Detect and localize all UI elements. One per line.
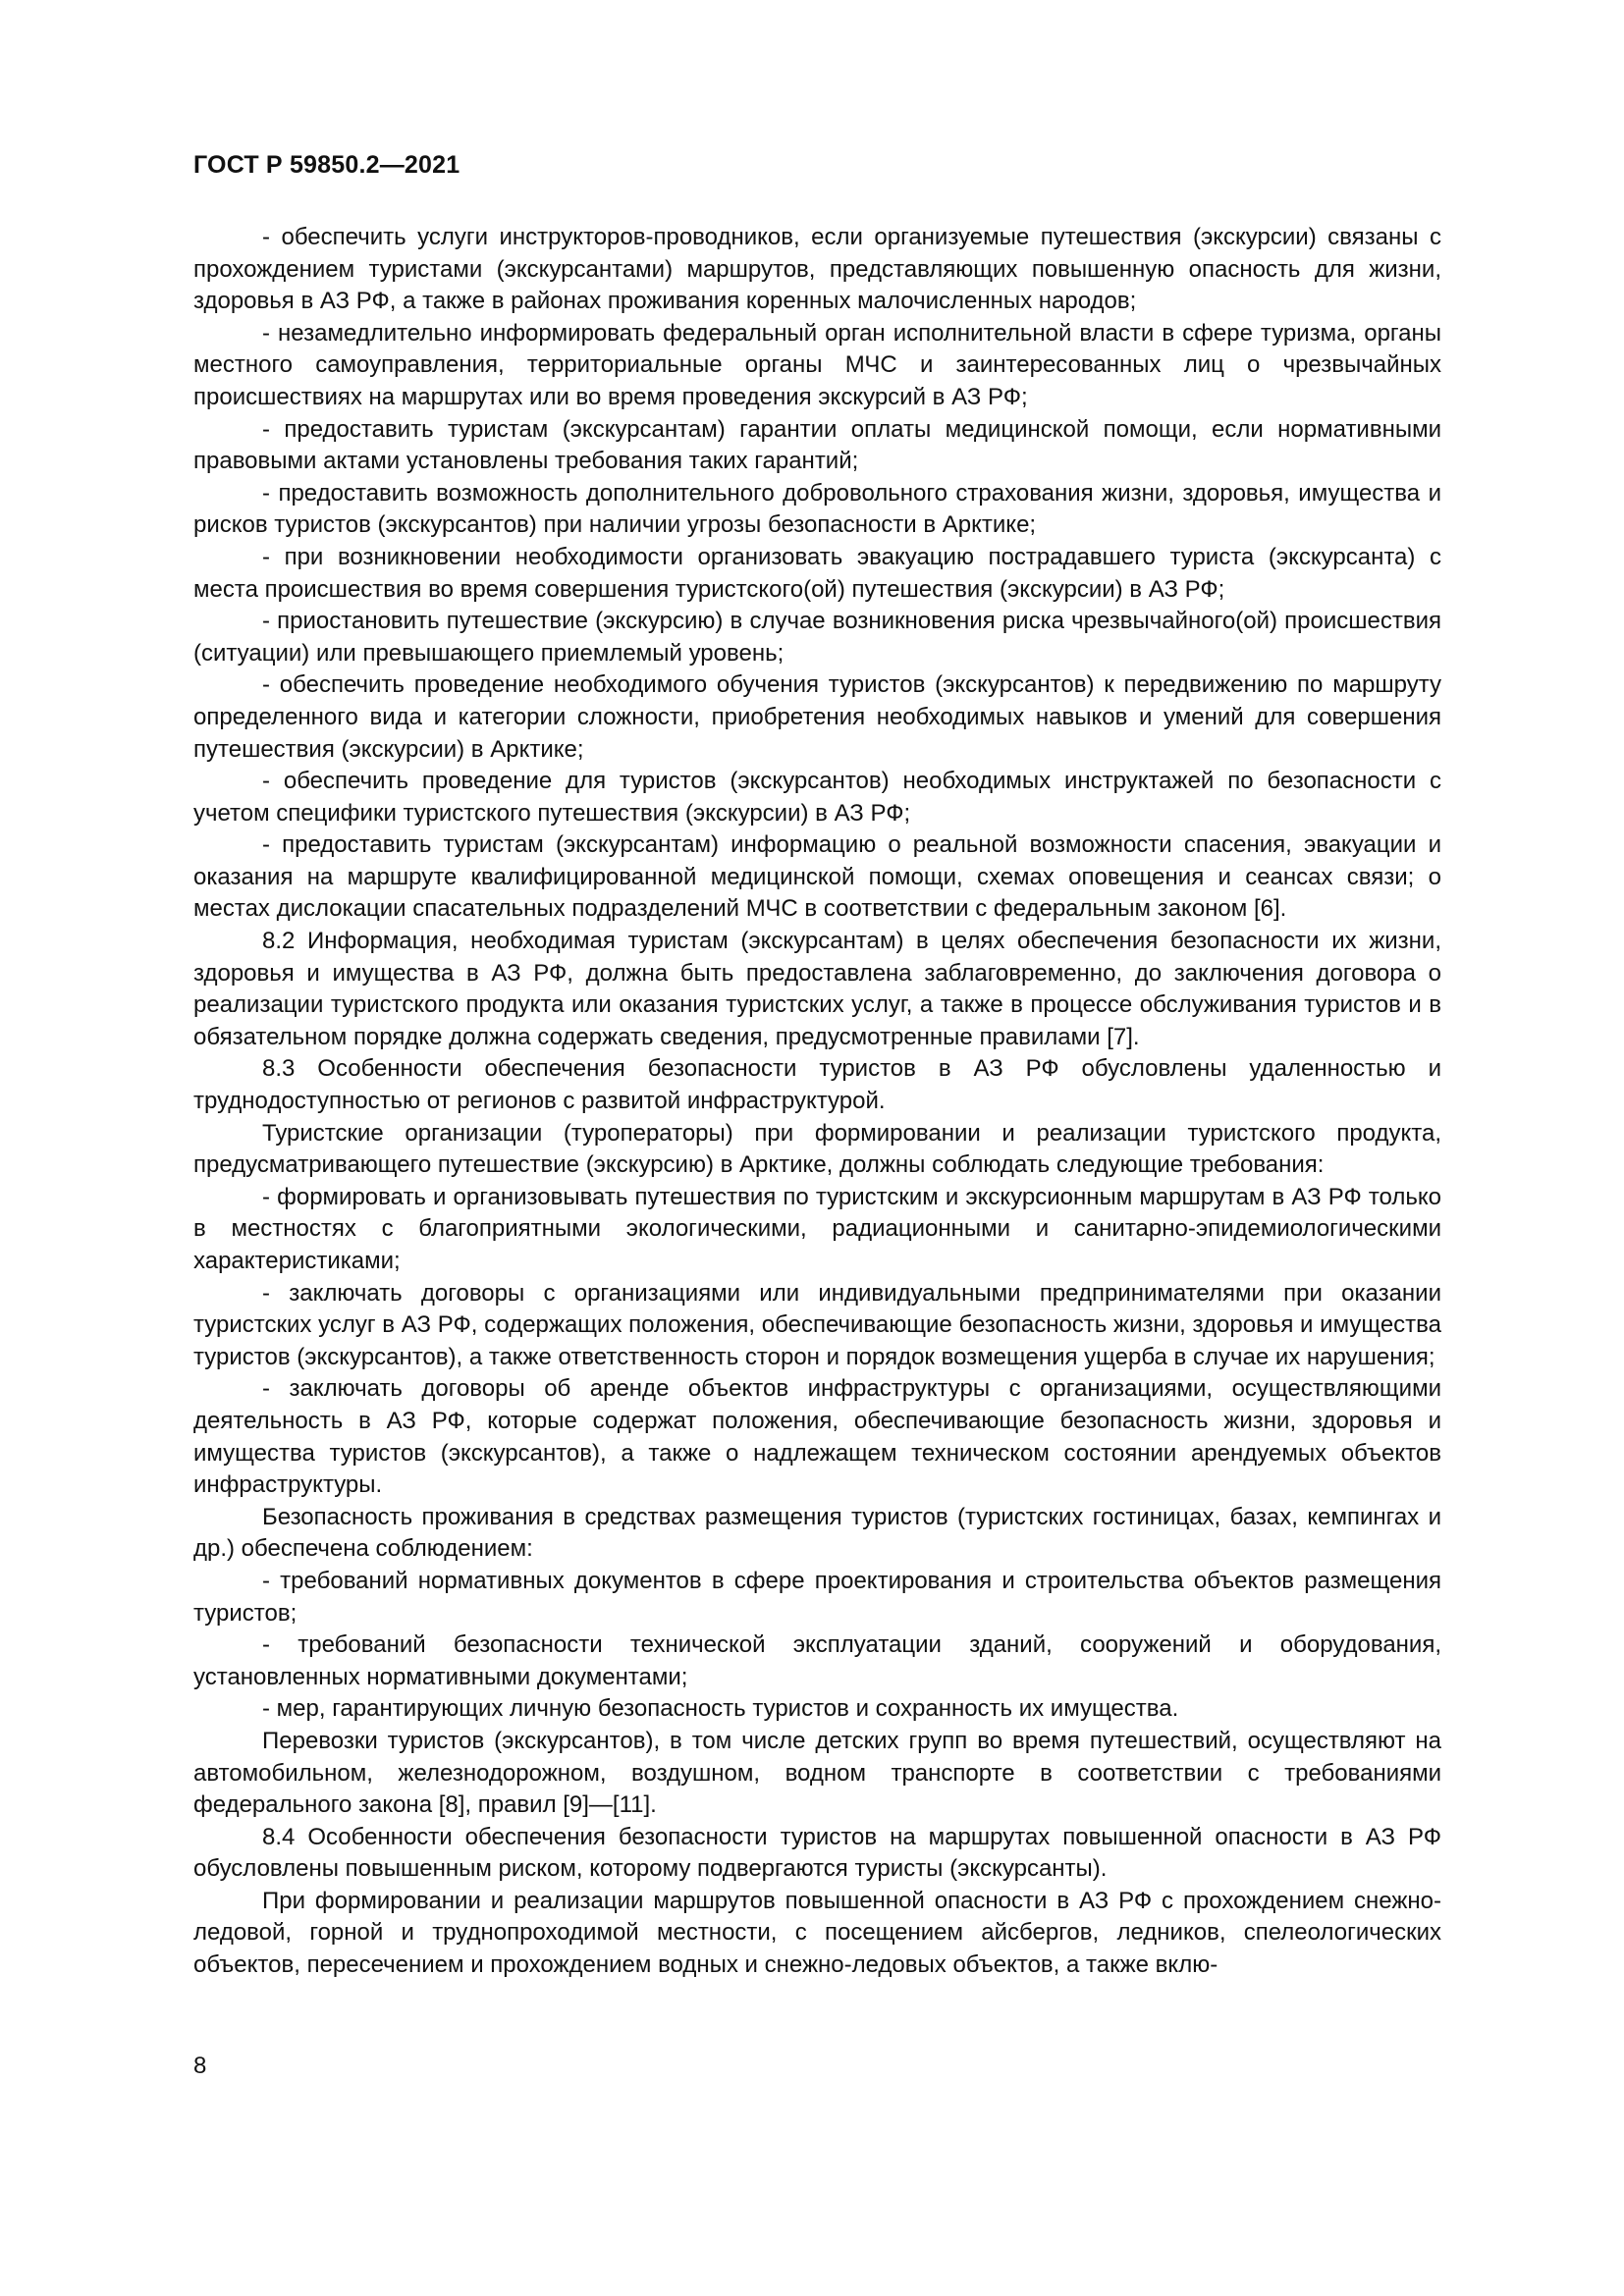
paragraph: - обеспечить проведение необходимого обучения туристов (экскурсантов) к передвижению по маршруту определенного вида и категории сложности, приобретения необходимых навыков и умений для совершения путешествия (экскурсии) в Арктике; [193, 671, 1441, 763]
document-header: ГОСТ Р 59850.2—2021 [193, 151, 460, 179]
paragraph: Перевозки туристов (экскурсантов), в том числе детских групп во время путешествий, осуществляют на автомобильном, железнодорожном, воздушном, водном транспорте в соответствии с требованиями федерального закона [8], правил [9]—[11]. [193, 1727, 1441, 1819]
paragraph: - обеспечить услуги инструкторов-проводников, если организуемые путешествия (экскурсии) связаны с прохождением туристами (экскурсантами) маршрутов, представляющих повышенную опасность для жизни, здоровья в АЗ РФ, а также в районах проживания коренных малочисленных народов; [193, 224, 1441, 315]
paragraph: - предоставить туристам (экскурсантам) информацию о реальной возможности спасения, эвакуации и оказания на маршруте квалифицированной медицинской помощи, схемах оповещения и сеансах связи; о местах дислокации спасательных подразделений МЧС в соответствии с федеральным законом [6]. [193, 831, 1441, 923]
paragraph: - требований нормативных документов в сфере проектирования и строительства объектов размещения туристов; [193, 1567, 1441, 1627]
paragraph: - обеспечить проведение для туристов (экскурсантов) необходимых инструктажей по безопасности с учетом специфики туристского путешествия (экскурсии) в АЗ РФ; [193, 768, 1441, 827]
paragraph: Туристские организации (туроператоры) при формировании и реализации туристского продукта, предусматривающего путешествие (экскурсию) в Арктике, должны соблюдать следующие требования: [193, 1119, 1441, 1179]
section-8-4: 8.4 Особенности обеспечения безопасности туристов на маршрутах повышенной опасности в АЗ РФ обусловлены повышенным риском, которому подвергаются туристы (экскурсанты). [193, 1823, 1441, 1883]
page-number: 8 [193, 2053, 207, 2079]
paragraph: - незамедлительно информировать федеральный орган исполнительной власти в сфере туризма, органы местного самоуправления, территориальные органы МЧС и заинтересованных лиц о чрезвычайных происшествиях на маршрутах или во время проведения экскурсий в АЗ РФ; [193, 319, 1441, 410]
section-8-3: 8.3 Особенности обеспечения безопасности туристов в АЗ РФ обусловлены удаленностью и труднодоступностью от регионов с развитой инфраструктурой. [193, 1055, 1441, 1115]
paragraph: - приостановить путешествие (экскурсию) в случае возникновения риска чрезвычайного(ой) происшествия (ситуации) или превышающего приемлемый уровень; [193, 608, 1441, 667]
paragraph: При формировании и реализации маршрутов повышенной опасности в АЗ РФ с прохождением снежно-ледовой, горной и труднопроходимой местности, с посещением айсбергов, ледников, спелеологических объектов, пересечением и прохождением водных и снежно-ледовых объектов, а также вклю- [193, 1887, 1441, 1979]
section-8-2: 8.2 Информация, необходимая туристам (экскурсантам) в целях обеспечения безопасности их жизни, здоровья и имущества в АЗ РФ, должна быть предоставлена заблаговременно, до заключения договора о реализации туристского продукта или оказания туристских услуг, а также в процессе обслуживания туристов и в обязательном порядке должна содержать сведения, предусмотренные правилами [7]. [193, 928, 1441, 1050]
paragraph: - предоставить возможность дополнительного добровольного страхования жизни, здоровья, имущества и рисков туристов (экскурсантов) при наличии угрозы безопасности в Арктике; [193, 479, 1441, 539]
paragraph: - заключать договоры об аренде объектов инфраструктуры с организациями, осуществляющими деятельность в АЗ РФ, которые содержат положения, обеспечивающие безопасность жизни, здоровья и имущества туристов (экскурсантов), а также о надлежащем техническом состоянии арендуемых объектов инфраструктуры. [193, 1375, 1441, 1499]
paragraph: - при возникновении необходимости организовать эвакуацию пострадавшего туриста (экскурсанта) с места происшествия во время совершения туристского(ой) путешествия (экскурсии) в АЗ РФ; [193, 543, 1441, 603]
paragraph: - требований безопасности технической эксплуатации зданий, сооружений и оборудования, установленных нормативными документами; [193, 1631, 1441, 1690]
document-body [193, 222, 1441, 1982]
paragraph: - формировать и организовывать путешествия по туристским и экскурсионным маршрутам в АЗ РФ только в местностях с благоприятными экологическими, радиационными и санитарно-эпидемиологическими характеристиками; [193, 1183, 1441, 1274]
paragraph: Безопасность проживания в средствах размещения туристов (туристских гостиницах, базах, кемпингах и др.) обеспечена соблюдением: [193, 1503, 1441, 1563]
paragraph: - заключать договоры с организациями или индивидуальными предпринимателями при оказании туристских услуг в АЗ РФ, содержащих положения, обеспечивающие безопасность жизни, здоровья и имущества туристов (экскурсантов), а также ответственность сторон и порядок возмещения ущерба в случае их нарушения; [193, 1279, 1441, 1370]
paragraph: - предоставить туристам (экскурсантам) гарантии оплаты медицинской помощи, если нормативными правовыми актами установлены требования таких гарантий; [193, 415, 1441, 475]
paragraph: - мер, гарантирующих личную безопасность туристов и сохранность их имущества. [262, 1695, 1179, 1723]
